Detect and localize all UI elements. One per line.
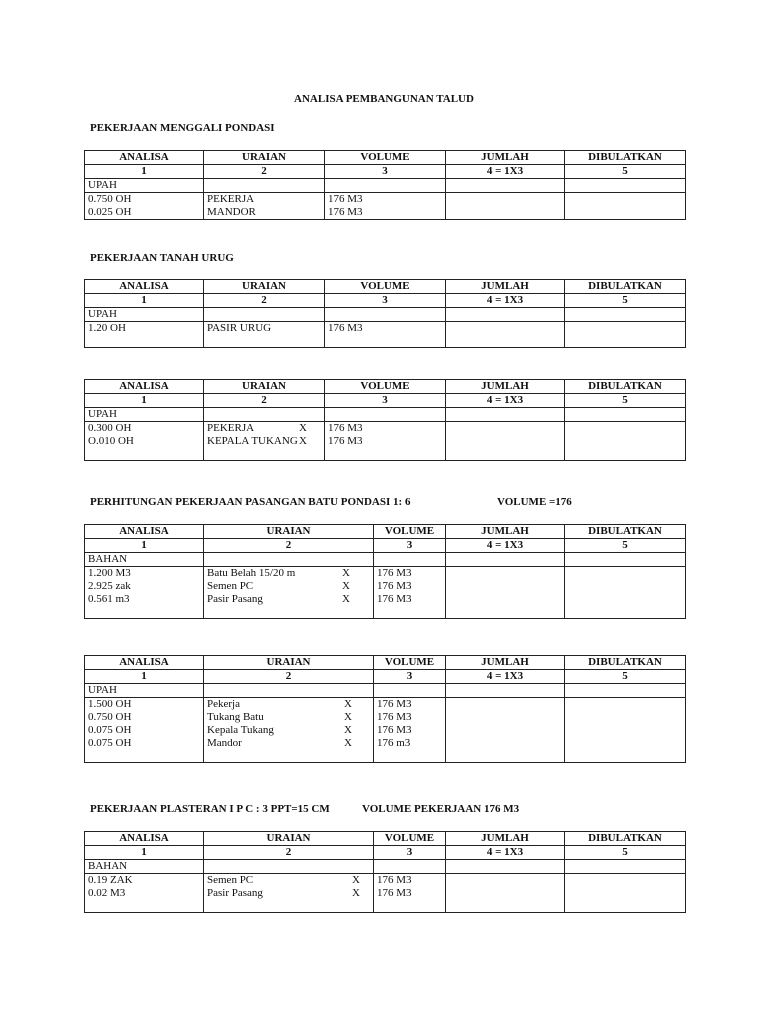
table-row (85, 711, 686, 724)
section-volume-note: VOLUME =176 (497, 496, 572, 508)
analisa-cell: 0.075 OH (85, 737, 204, 750)
column-header: URAIAN (204, 525, 374, 539)
volume-cell: 176 M3 (325, 206, 446, 220)
analisa-cell: 0.19 ZAK (85, 874, 204, 888)
uraian-cell (204, 322, 325, 336)
column-number: 2 (204, 670, 374, 684)
empty-cell (374, 684, 446, 698)
header-row (85, 525, 686, 539)
column-number: 3 (374, 846, 446, 860)
uraian-cell (204, 698, 374, 712)
empty-cell (204, 335, 325, 348)
column-header: ANALISA (85, 525, 204, 539)
dibulatkan-cell (565, 593, 686, 606)
analisa-cell: 0.750 OH (85, 711, 204, 724)
empty-cell (204, 553, 374, 567)
section-heading: PERHITUNGAN PEKERJAAN PASANGAN BATU PONDASI 1: 6 (90, 496, 411, 508)
dibulatkan-cell (565, 737, 686, 750)
section-heading: PEKERJAAN TANAH URUG (90, 252, 234, 264)
volume-cell: 176 M3 (325, 322, 446, 336)
empty-cell (374, 606, 446, 619)
analisa-cell: 2.925 zak (85, 580, 204, 593)
jumlah-cell (446, 206, 565, 220)
dibulatkan-cell (565, 422, 686, 436)
column-number: 1 (85, 539, 204, 553)
section-heading: PEKERJAAN MENGGALI PONDASI (90, 122, 275, 134)
empty-cell (565, 606, 686, 619)
column-header: DIBULATKAN (565, 656, 686, 670)
column-number-row (85, 165, 686, 179)
empty-cell (325, 308, 446, 322)
empty-cell (325, 335, 446, 348)
document-title: ANALISA PEMBANGUNAN TALUD (294, 93, 474, 105)
empty-cell (374, 553, 446, 567)
uraian-label: PEKERJA (207, 422, 255, 434)
empty-cell (325, 408, 446, 422)
category-row (85, 553, 686, 567)
column-number: 3 (374, 670, 446, 684)
header-row (85, 832, 686, 846)
category-label: UPAH (85, 408, 204, 422)
category-label: BAHAN (85, 860, 204, 874)
empty-cell (85, 448, 204, 461)
column-number: 1 (85, 294, 204, 308)
uraian-label: Pekerja (207, 698, 240, 710)
column-number: 1 (85, 165, 204, 179)
jumlah-cell (446, 887, 565, 900)
empty-cell (204, 308, 325, 322)
column-number: 3 (374, 539, 446, 553)
category-label: BAHAN (85, 553, 204, 567)
analisa-cell: 1.500 OH (85, 698, 204, 712)
column-header: VOLUME (325, 151, 446, 165)
jumlah-cell (446, 737, 565, 750)
empty-cell (565, 750, 686, 763)
dibulatkan-cell (565, 206, 686, 220)
uraian-label: KEPALA TUKANG (207, 435, 298, 447)
empty-cell (565, 900, 686, 913)
empty-cell (446, 750, 565, 763)
dibulatkan-cell (565, 887, 686, 900)
multiply-mark: X (344, 724, 352, 736)
column-header: ANALISA (85, 380, 204, 394)
empty-row (85, 448, 686, 461)
table-row (85, 593, 686, 606)
empty-cell (204, 684, 374, 698)
empty-cell (565, 448, 686, 461)
column-header: DIBULATKAN (565, 380, 686, 394)
category-row (85, 308, 686, 322)
column-number: 5 (565, 670, 686, 684)
jumlah-cell (446, 874, 565, 888)
uraian-cell (204, 737, 374, 750)
uraian-label: Semen PC (207, 874, 254, 886)
column-header: URAIAN (204, 280, 325, 294)
jumlah-cell (446, 698, 565, 712)
empty-cell (565, 308, 686, 322)
volume-cell: 176 M3 (325, 422, 446, 436)
table-row (85, 698, 686, 712)
column-header: JUMLAH (446, 832, 565, 846)
volume-cell: 176 M3 (374, 567, 446, 581)
column-header: JUMLAH (446, 280, 565, 294)
column-header: JUMLAH (446, 380, 565, 394)
multiply-mark: X (342, 593, 350, 605)
column-number: 5 (565, 394, 686, 408)
jumlah-cell (446, 435, 565, 448)
empty-cell (446, 179, 565, 193)
category-label: UPAH (85, 308, 204, 322)
column-header: URAIAN (204, 151, 325, 165)
uraian-label: PEKERJA (207, 193, 255, 205)
empty-cell (565, 179, 686, 193)
column-number: 5 (565, 539, 686, 553)
jumlah-cell (446, 724, 565, 737)
uraian-cell (204, 567, 374, 581)
dibulatkan-cell (565, 874, 686, 888)
column-number: 4 = 1X3 (446, 846, 565, 860)
column-header: ANALISA (85, 151, 204, 165)
category-row (85, 408, 686, 422)
empty-row (85, 900, 686, 913)
column-header: DIBULATKAN (565, 525, 686, 539)
uraian-cell (204, 724, 374, 737)
column-header: URAIAN (204, 656, 374, 670)
column-header: URAIAN (204, 832, 374, 846)
category-row (85, 179, 686, 193)
multiply-mark: X (342, 567, 350, 579)
analisa-cell: 0.075 OH (85, 724, 204, 737)
empty-cell (565, 684, 686, 698)
header-row (85, 151, 686, 165)
empty-cell (374, 750, 446, 763)
analisa-cell: 1.200 M3 (85, 567, 204, 581)
uraian-cell (204, 422, 325, 436)
analisa-cell: 0.025 OH (85, 206, 204, 220)
uraian-label: Pasir Pasang (207, 887, 263, 899)
uraian-cell (204, 874, 374, 888)
jumlah-cell (446, 422, 565, 436)
table-row (85, 567, 686, 581)
multiply-mark: X (344, 711, 352, 723)
empty-cell (85, 900, 204, 913)
jumlah-cell (446, 593, 565, 606)
dibulatkan-cell (565, 724, 686, 737)
uraian-label: Mandor (207, 737, 242, 749)
empty-cell (565, 335, 686, 348)
empty-cell (325, 448, 446, 461)
empty-cell (446, 308, 565, 322)
analysis-table (84, 524, 686, 619)
category-label: UPAH (85, 179, 204, 193)
empty-cell (325, 179, 446, 193)
column-number: 4 = 1X3 (446, 165, 565, 179)
column-number: 4 = 1X3 (446, 394, 565, 408)
column-number: 2 (204, 165, 325, 179)
column-header: DIBULATKAN (565, 832, 686, 846)
analysis-table (84, 379, 686, 461)
table-row (85, 737, 686, 750)
section-heading: PEKERJAAN PLASTERAN I P C : 3 PPT=15 CM (90, 803, 330, 815)
empty-cell (204, 179, 325, 193)
empty-cell (446, 684, 565, 698)
dibulatkan-cell (565, 698, 686, 712)
column-number: 2 (204, 394, 325, 408)
empty-cell (204, 860, 374, 874)
uraian-cell (204, 711, 374, 724)
column-header: JUMLAH (446, 656, 565, 670)
jumlah-cell (446, 711, 565, 724)
empty-cell (446, 553, 565, 567)
empty-cell (204, 750, 374, 763)
analysis-table (84, 279, 686, 348)
volume-cell: 176 m3 (374, 737, 446, 750)
uraian-cell (204, 887, 374, 900)
volume-cell: 176 M3 (374, 580, 446, 593)
multiply-mark: X (344, 698, 352, 710)
empty-cell (374, 900, 446, 913)
category-row (85, 860, 686, 874)
volume-cell: 176 M3 (374, 874, 446, 888)
jumlah-cell (446, 322, 565, 336)
volume-cell: 176 M3 (325, 435, 446, 448)
table-row (85, 206, 686, 220)
column-number: 3 (325, 394, 446, 408)
column-header: JUMLAH (446, 525, 565, 539)
column-header: ANALISA (85, 280, 204, 294)
empty-cell (565, 860, 686, 874)
column-header: DIBULATKAN (565, 151, 686, 165)
empty-cell (204, 900, 374, 913)
empty-cell (446, 335, 565, 348)
multiply-mark: X (344, 737, 352, 749)
table-row (85, 874, 686, 888)
empty-cell (85, 335, 204, 348)
analisa-cell: 0.02 M3 (85, 887, 204, 900)
category-row (85, 684, 686, 698)
column-number: 2 (204, 846, 374, 860)
empty-cell (446, 408, 565, 422)
uraian-label: Pasir Pasang (207, 593, 263, 605)
column-header: VOLUME (325, 280, 446, 294)
column-number-row (85, 670, 686, 684)
section-volume-note: VOLUME PEKERJAAN 176 M3 (362, 803, 520, 815)
jumlah-cell (446, 580, 565, 593)
volume-cell: 176 M3 (374, 593, 446, 606)
column-header: VOLUME (325, 380, 446, 394)
analysis-table (84, 655, 686, 763)
column-header: ANALISA (85, 656, 204, 670)
column-number: 3 (325, 165, 446, 179)
multiply-mark: X (342, 580, 350, 592)
table-row (85, 887, 686, 900)
column-number: 2 (204, 539, 374, 553)
uraian-cell (204, 593, 374, 606)
category-label: UPAH (85, 684, 204, 698)
column-header: URAIAN (204, 380, 325, 394)
table-row (85, 435, 686, 448)
volume-cell: 176 M3 (325, 193, 446, 207)
uraian-cell (204, 193, 325, 207)
dibulatkan-cell (565, 322, 686, 336)
empty-row (85, 335, 686, 348)
multiply-mark: X (299, 422, 307, 434)
analisa-cell: 0.750 OH (85, 193, 204, 207)
uraian-label: Semen PC (207, 580, 254, 592)
column-header: ANALISA (85, 832, 204, 846)
header-row (85, 280, 686, 294)
empty-cell (204, 408, 325, 422)
empty-cell (446, 448, 565, 461)
dibulatkan-cell (565, 193, 686, 207)
empty-cell (85, 606, 204, 619)
analisa-cell: O.010 OH (85, 435, 204, 448)
uraian-cell (204, 435, 325, 448)
empty-cell (204, 448, 325, 461)
table-row (85, 322, 686, 336)
column-number-row (85, 394, 686, 408)
uraian-label: Kepala Tukang (207, 724, 274, 736)
empty-cell (374, 860, 446, 874)
column-number: 5 (565, 846, 686, 860)
table-row (85, 724, 686, 737)
uraian-cell (204, 206, 325, 220)
empty-row (85, 750, 686, 763)
analisa-cell: 0.561 m3 (85, 593, 204, 606)
column-number: 5 (565, 165, 686, 179)
dibulatkan-cell (565, 567, 686, 581)
column-number-row (85, 539, 686, 553)
dibulatkan-cell (565, 435, 686, 448)
column-number: 4 = 1X3 (446, 294, 565, 308)
volume-cell: 176 M3 (374, 698, 446, 712)
empty-cell (446, 606, 565, 619)
empty-cell (446, 900, 565, 913)
empty-cell (204, 606, 374, 619)
analisa-cell: 0.300 OH (85, 422, 204, 436)
column-number-row (85, 294, 686, 308)
column-number: 4 = 1X3 (446, 670, 565, 684)
column-number: 1 (85, 670, 204, 684)
header-row (85, 380, 686, 394)
column-header: DIBULATKAN (565, 280, 686, 294)
empty-cell (85, 750, 204, 763)
multiply-mark: X (299, 435, 307, 447)
table-row (85, 580, 686, 593)
analysis-table (84, 831, 686, 913)
volume-cell: 176 M3 (374, 724, 446, 737)
analysis-table (84, 150, 686, 220)
column-number-row (85, 846, 686, 860)
column-header: VOLUME (374, 656, 446, 670)
column-number: 2 (204, 294, 325, 308)
column-number: 3 (325, 294, 446, 308)
column-number: 1 (85, 394, 204, 408)
column-number: 4 = 1X3 (446, 539, 565, 553)
column-header: JUMLAH (446, 151, 565, 165)
column-number: 1 (85, 846, 204, 860)
table-row (85, 422, 686, 436)
multiply-mark: X (352, 887, 360, 899)
table-row (85, 193, 686, 207)
empty-row (85, 606, 686, 619)
column-number: 5 (565, 294, 686, 308)
header-row (85, 656, 686, 670)
jumlah-cell (446, 567, 565, 581)
empty-cell (446, 860, 565, 874)
volume-cell: 176 M3 (374, 887, 446, 900)
dibulatkan-cell (565, 580, 686, 593)
uraian-label: PASIR URUG (207, 322, 272, 334)
dibulatkan-cell (565, 711, 686, 724)
uraian-label: Batu Belah 15/20 m (207, 567, 296, 579)
volume-cell: 176 M3 (374, 711, 446, 724)
column-header: VOLUME (374, 832, 446, 846)
analisa-cell: 1.20 OH (85, 322, 204, 336)
uraian-label: Tukang Batu (207, 711, 264, 723)
multiply-mark: X (352, 874, 360, 886)
column-header: VOLUME (374, 525, 446, 539)
empty-cell (565, 408, 686, 422)
jumlah-cell (446, 193, 565, 207)
uraian-cell (204, 580, 374, 593)
uraian-label: MANDOR (207, 206, 256, 218)
empty-cell (565, 553, 686, 567)
